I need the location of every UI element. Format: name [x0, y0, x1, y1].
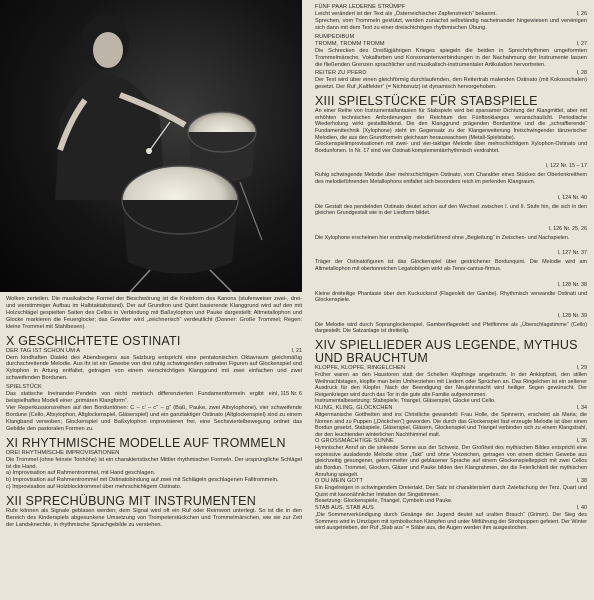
item-rumpedibum-title: RUMPEDIBUM [315, 33, 355, 40]
section-xiv-subtitle5: STAB AUS, STAB AUS [315, 505, 374, 512]
section-xi-title: XI RHYTHMISCHE MODELLE AUF TROMMELN [6, 435, 286, 450]
section-x-text2: Das statische Ineinander-Pendeln von nicht metrisch differenzierten Fundamentformeln ergibt ein beispielhaftes Modell einer „primären Klangform“. [6, 391, 277, 405]
section-xiv-text2: Instrumentalbesetzung: Stabspiele, Triangel, Gläserspiel, Glocke und Cello. [315, 398, 496, 405]
section-x-ref2: I, 115 Nr. 6 [276, 391, 302, 398]
section-xiii-text2: Glockenspielimprovisationen mit zwei- und vier-taktiger Melodie über mehrschichtigem Xylophon-Ostinato und Bordunfonen. In Nr. 17 sind vier Ostinati komplementärrhythmisch verdrahtet. [315, 141, 587, 154]
section-xiv-ref4: I, 38 [576, 478, 587, 485]
section-xiii-text7: Kleine dreiteilige Phantasie über den Kuckucksruf (Flageolett der Gambe). Rhythmisch verwandte Ostinati und Glockenspiele. [315, 290, 587, 304]
section-xi-text: Die Trommel (ohne feinste Tonhöhe) ist ein charakteristischer Mittler rhythmischer Formeln. Der ursprüngliche Schlägel ist die Hand. [6, 456, 302, 470]
section-xiv-text6: Besetzung: Glockenspiele, Triangel, Cymbeln und Pauke. [315, 498, 453, 505]
section-xiii-text5: Die Xylophone erscheinen hier erstmalig melodieführend ohne „Begleitung“ in Zwischen- und Nachspielen. [315, 234, 570, 241]
section-xiii-ref6: I, 128 Nr. 39 [557, 312, 587, 319]
section-xiii-text6: Träger der Ostinatofiguren ist das Glockenspiel über gestrichener Bordunquint. Die Melodie wird am Altmetallophon mit obertonreichen Legatobögen wirkt als Tenor-cantus-firmus. [315, 259, 587, 272]
item-rumpedibum-subtitle: TROMM, TROMM TROMM [315, 40, 385, 47]
section-x-label: SPIELSTÜCK [6, 384, 42, 391]
section-xiii-text1: An einer Reihe von Instrumentalfantasien für Stabspiele wird bei sparsamer Dichtung der Klangmittel, aber mit erhöhten technischen Anforderungen der Reichtum des Fünftonklanges veranschaulicht. Periodische Wiederholung wirkt gestaltbildend. Die den Klanggrund prägenden Borduntöne und die „schraffierende“ Fundamenttechnik (Xylophone) steht im Gegensatz zu der Klangerweiterung freischwingender tänzerischer Melodien, die aus den Grundformeln gleichsam herauswachsen (Metall-Spielstabe). [315, 108, 587, 141]
section-xiv-text5: Ein Engelreigen in schwingendem Dreiertakt. Der Satz ist charakterisiert durch Zwiefachung der Terz, Quart und Quint mit kanonähnlicher Imitation der Singstimmen. [315, 485, 587, 498]
item-reiter-ref: I, 28 [576, 70, 587, 77]
photo-illustration [0, 0, 302, 292]
photo-child-with-timpani [0, 0, 302, 292]
list-item: a) Improvisation auf Rahmentrommel, mit Hand geschlagen. [6, 470, 156, 477]
section-xiii-text8: Die Melodie wird durch Sopranglockenspiel, Gambenflageolett und Pfeiftimme als „Überschlagstimme“ (Cello) dargestellt. Die Satzanlage ist dreiteilig. [315, 321, 587, 335]
item-reiter-title: REITER ZU PFERD [315, 70, 367, 77]
section-xiii-text3: Ruhig schwingende Melodie über mehrschichtigem Ostinato, vom Charakter eines Stückes der Oberlenkreithem des melodieführenden Metallophons entfaltet sich besonders reich im perlenden Klangraum. [315, 172, 587, 185]
right-column [315, 4, 587, 532]
item-fuenf-paar-text: Leicht verändert ist der Text als „Österreichischer Zapfenstreich“ bekannt. [315, 11, 497, 17]
section-xiv-text7: „Die Sommerverkündigung durch Gesänge der Jugend deutet auf uralten Brauch“ (Grimm). Der Sieg des Sommers wird in Umzügen mit symbolischen Kämpfen und unter Mitführung der Strohpuppen gefeiert. Der Winter wird ausgetrieben, der Ruf „Stab aus“ = Stäbe aus, die Augen werden ihm ausgestochen. [315, 512, 587, 532]
section-x-text3: Vier Reperkussionsreihen auf den Borduntönen: C – c' – c'' – g'' (Baß, Pauke, zwei Altxylophone), vier schweifende Bordune (Cello, Altxylophon, Altglockenspiel, Gläserspiel) und ein ganztaktiger Ostinato (Altglockenspiel) sind zu einem Klangband verwoben; Glockenspiel und Baßxylophon improvisieren frei, eine Sechsviertelbewegung ordnet das Gebilde den pastoralen Formen zu. [6, 404, 302, 432]
section-xiii-ref5: I, 128 Nr. 38 [557, 281, 587, 288]
section-xi-subtitle: DREI RHYTHMISCHE IMPROVISATIONEN [6, 449, 120, 456]
section-xiii-title: XIII SPIELSTÜCKE FÜR STABSPIELE [315, 94, 538, 109]
section-x-title: X GESCHICHTETE OSTINATI [6, 333, 181, 348]
left-column [6, 296, 302, 529]
section-xiv-ref3: I, 36 [576, 438, 587, 445]
photo-caption-text: Wolken zerteilen. Die musikalische Formel der Beschwörung ist die Kreisform des Kanons (stufenweiser zwei-, drei- und vierstimmiger Aufbau im Halbtaktabstand). Der auf Grundton und Quint basierende Klanggrund wird auf den mit Holzschlägel gespielten Saiten des Cellos in Verbindung mit Baßxylophon und Pauke dargestellt; Altmetallophon und Glocke markieren die Feuerglocke; das Gewitter wird „zeichnerisch“ verdeutlicht (Donner: Große Trommel; Regen: kleine Trommel mit Stahlbesen). [6, 296, 302, 330]
item-rumpedibum-ref: I, 27 [576, 40, 587, 47]
item-fuenf-paar-text2: Sprechen, vom Trommeln gestützt, werden zunächst selbständig nacheinander hingewiesen und vereinigen sich dann mit dem Text zu einer dreischichtigen rhythmischen Übung. [315, 17, 587, 31]
section-xiii-ref3: I, 126 Nr. 25, 26 [548, 225, 587, 232]
section-xii-title: XII SPRECHÜBUNG MIT INSTRUMENTEN [6, 494, 256, 509]
section-x-ref: I, 21 [291, 347, 302, 354]
section-xiii-text4: Die Gestalt des pendelnden Ostinato deutet schon auf den Wechsel zwischen I. und II. Stufe hin, die sich in den gleichen Grundgestalt wie in der Liedform bildet. [315, 203, 587, 217]
section-xi-list [6, 470, 302, 491]
section-x-subtitle: DER TAG IST SCHON UM A [6, 347, 81, 354]
section-xiv-subtitle3: O GROSSMÄCHTIGE SUNNE [315, 438, 394, 445]
list-item: b) Improvisation auf Rahmentrommel mit Ostinatobindung auf zwei mit Schlägeln geschlagenen Falltrommeln. [6, 477, 279, 484]
item-fuenf-paar-ref: I, 26 [576, 11, 587, 17]
section-xiv-title: XIV SPIELLIEDER AUS LEGENDE, MYTHUS UND BRAUCHTUM [315, 337, 578, 365]
section-xiv-ref2: I, 34 [576, 404, 587, 411]
section-xiv-text1: Früher waren an den Haustoren statt der Schellen Klopfringe angebracht. In der Anklopfzeit, den stillen Weihnachtstagen, klopfte man beim Umherziehen mit Liedern oder Sprüchen an. Das Ringelchen ist ein seltener Ausdruck für den Klopfer. Nach der Beendigung der Neujahrsnacht wird heiliger Segen gewünscht. Der Reigenkrieger wird durch das Tor in die gute alte Familie aufgenommen. [315, 371, 587, 398]
section-x-text: Dem kindhaften Dialekt des Abendsegens aus Salzburg entspricht eine pentatonischen Oktavraum gleichmäßig durchschreitende Melodie. Aus ihr ist ein Gewebe von drei ruhig schwingenden ostinaten Figuren auf Glockenspiel und Xylophon in Artung entfaltet, getragen von einem vierschichtigen Klanggrund mit zwei einfachen und zwei schweifenden Bordunen. [6, 354, 302, 382]
list-item: c) Improvisation auf Holzblocktrommel über mehrschichtigem Ostinato. [6, 484, 182, 491]
section-xiv-ref5: I, 40 [576, 505, 587, 512]
item-fuenf-paar-title: FÜNF PAAR LEDERNE STRÜMPF [315, 4, 406, 10]
section-xiii-ref2: I, 124 Nr. 40 [557, 194, 587, 201]
section-xiv-text3: Altgermanische Gottheiten sind ins Christliche gewandelt: Frau Holle, die Spinnerin, erscheint als Maria; die Nornen sind zu Puppen („Döckchen“) geworden. Die durch das Glockenspiel fast erzeugte Melodie ist über einen Bordun gesetzt, Stabspiele, Gläserspiel, Gläsern, Glockenspiel und Triangel verbinden sich zu einem Klangstrahl, der den leuchtenden winterlichen Nachthimmel malt. [315, 411, 587, 438]
section-xiv-subtitle2: KLING, KLING, GLÖCKCHEN [315, 404, 393, 411]
section-xiii-ref4: I, 127 Nr. 37 [557, 250, 587, 257]
section-xiv-subtitle: KLOPFE, KLOPFE, RINGELCHEN [315, 364, 406, 371]
item-reiter-text: Der Text wird über einen gleichförmig durchlaufenden, den Reitertrab malenden Ostinato (mit Kokosschalen) gesetzt. Der Ruf „Kaltfekter“ (= Nichtsnutz) ist dynamisch hervorgehoben. [315, 77, 587, 91]
section-xiv-text4: Hymnischer Anruf an die sinkende Sonne aus der Schweiz. Der Großheit des mythischen Bildes entspricht eine expressive ausladende Melodie ohne „Takt“ und ohne Vorzeichen, getragen von einem dichten Gewebe aus gleichzeitig gesungener, getrommelter und geblasener Sprache auf einem Glockenspielteppich mit zwei Cellos als Bordun. Trommel, Glocken, Gläser und Pauke bilden den Klangrahmen, der die Feierlichkeit der mythischen Anrufung spiegelt. [315, 445, 587, 478]
section-xii-text: Rufe können als Signale geblasen werden; dem Signal wird oft ein Ruf oder Reimwort unterlegt. So ist die in den Bereich des Kinderspiels abgesunkene Umsetzung von Trompeterstückchen und Trommelmärschen, wie sie zur Zeit der Landsknechte, in rhythmische Sprachgebilde zu verstehen. [6, 508, 302, 528]
section-xiv-ref: I, 29 [576, 364, 587, 371]
section-xiv-subtitle4: O DU MEIN GOTT [315, 478, 364, 485]
item-rumpedibum-text: Die Schrecken des Dreißigjährigen Krieges spiegeln die beiden in Sprechrhythmen umgeformten Trommelmärsche. Vokalfarben und Konsonantenverbindungen in der Nachahmung der Instrumente lassen die fließenden Grenzen sprachlicher und musikalisch-instrumentaler Artikulation hervortreten. [315, 47, 587, 68]
section-xiii-ref1: I, 122 Nr. 15 – 17 [545, 163, 587, 170]
